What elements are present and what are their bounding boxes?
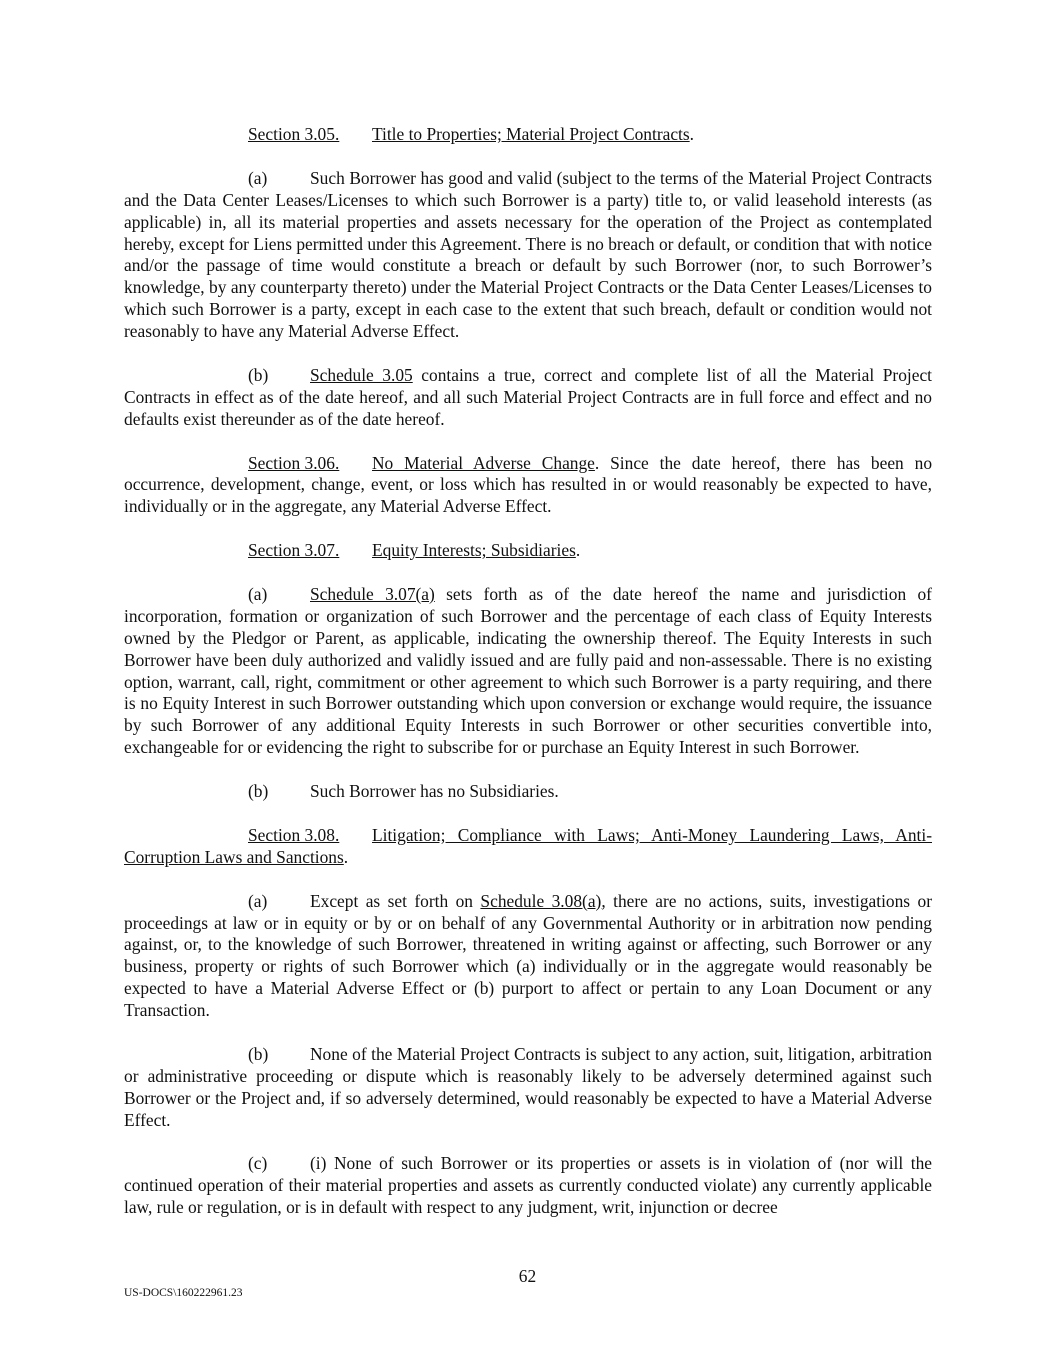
section-3-08-c <box>124 1153 932 1219</box>
schedule-reference: Schedule 3.08(a) <box>480 890 602 911</box>
clause-label: (b) <box>248 364 269 385</box>
section-3-07-b <box>124 781 932 803</box>
document-body <box>124 124 932 1219</box>
clause-label: (b) <box>248 1043 269 1064</box>
section-3-08-a <box>124 891 932 1022</box>
clause-text-pre: Except as set forth on <box>310 890 481 911</box>
section-number: Section 3.05. <box>248 124 340 144</box>
section-title: Title to Properties; Material Project Contracts <box>372 124 690 144</box>
schedule-reference: Schedule 3.05 <box>310 364 413 385</box>
clause-label: (a) <box>248 890 268 911</box>
section-3-08-heading: Section 3.08. Litigation; Compliance with Laws; Anti-Money Laundering Laws, Anti-Corruption Laws and Sanctions. <box>124 824 932 867</box>
section-3-05-a <box>124 168 932 343</box>
section-number: Section 3.07. <box>248 540 340 561</box>
section-title: Equity Interests; Subsidiaries <box>372 540 576 561</box>
clause-text: , there are no actions, suits, investigations or proceedings at law or in equity or by or on behalf of any Governmental Authority or in arbitration now pending against, or, to the knowledge of such Borrower, threatened in writing against or affecting, such Borrower or any business, property or rights of such Borrower which (a) individually or in the aggregate would reasonably be expected to have a Material Adverse Effect or (b) purport to affect or pertain to any Loan Document or any Transaction. <box>124 890 932 1021</box>
section-text: . Since the date hereof, there has been no occurrence, development, change, event, or loss which has resulted in or would reasonably be expected to have, individually or in the aggregate, any Material Adverse Effect. <box>124 452 933 517</box>
section-3-06 <box>124 453 932 519</box>
section-3-05-b <box>124 365 932 431</box>
section-number: Section 3.08. <box>248 824 340 845</box>
schedule-reference: Schedule 3.07(a) <box>310 583 435 604</box>
section-3-07-heading: Section 3.07. Equity Interests; Subsidiaries. <box>248 540 581 561</box>
clause-label: (a) <box>248 167 268 188</box>
page-number: 62 <box>518 1266 537 1286</box>
clause-label: (b) <box>248 781 269 802</box>
clause-label: (a) <box>248 583 268 604</box>
section-3-07-a <box>124 584 932 759</box>
clause-text: (i) None of such Borrower or its properties or assets is in violation of (nor will the continued operation of their material properties and assets as currently conducted violate) any currently applicable law, rule or regulation, or is in default with respect to any judgment, writ, injunction or decree <box>124 1153 932 1218</box>
section-3-08-b <box>124 1044 932 1132</box>
clause-text: Such Borrower has good and valid (subject to the terms of the Material Project Contracts and the Data Center Leases/Licenses to which such Borrower is a party) title to, or valid leasehold interests (as applicable) in, all its material properties and assets necessary for the operation of the Project as contemplated hereby, except for Liens permitted under this Agreement. There is no breach or default, or condition that with notice and/or the passage of time would constitute a breach or default by such Borrower (nor, to such Borrower’s knowledge, by any counterparty thereto) under the Material Project Contracts or the Data Center Leases/Licenses to which such Borrower is a party, except in each case to the extent that such breach, default or condition would not reasonably to have any Material Adverse Effect. <box>124 167 932 342</box>
clause-text: Such Borrower has no Subsidiaries. <box>310 781 559 802</box>
document-id: US-DOCS\160222961.23 <box>124 1287 243 1299</box>
clause-text: None of the Material Project Contracts is subject to any action, suit, litigation, arbitration or administrative proceeding or dispute which is reasonably likely to be adversely determined against such Borrower or the Project and, if so adversely determined, would reasonably be expected to have a Material Adverse Effect. <box>124 1043 932 1130</box>
clause-label: (c) <box>248 1153 268 1174</box>
section-title: No Material Adverse Change <box>372 452 595 473</box>
clause-text: sets forth as of the date hereof the name and jurisdiction of incorporation, formation or organization of such Borrower and the percentage of each class of Equity Interests owned by the Pledgor or Parent, as applicable, indicating the ownership thereof. The Equity Interests in such Borrower have been duly authorized and validly issued and are fully paid and non-assessable. There is no existing option, warrant, call, right, commitment or other agreement to which such Borrower is a party requiring, and there is no Equity Interest in such Borrower outstanding which upon conversion or exchange would require, the issuance by such Borrower of any additional Equity Interests in such Borrower or other securities convertible into, exchangeable for or evidencing the right to subscribe for or purchase an Equity Interest in such Borrower. <box>124 583 932 758</box>
section-3-05-heading: Section 3.05. Title to Properties; Material Project Contracts. <box>248 124 695 144</box>
section-title: Litigation; Compliance with Laws; Anti-Money Laundering Laws, Anti-Corruption Laws and Sanctions <box>124 824 932 867</box>
clause-text: contains a true, correct and complete list of all the Material Project Contracts in effect as of the date hereof, and all such Material Project Contracts are in full force and effect and no defaults exist thereunder as of the date hereof. <box>124 364 932 429</box>
section-number: Section 3.06. <box>248 452 340 473</box>
